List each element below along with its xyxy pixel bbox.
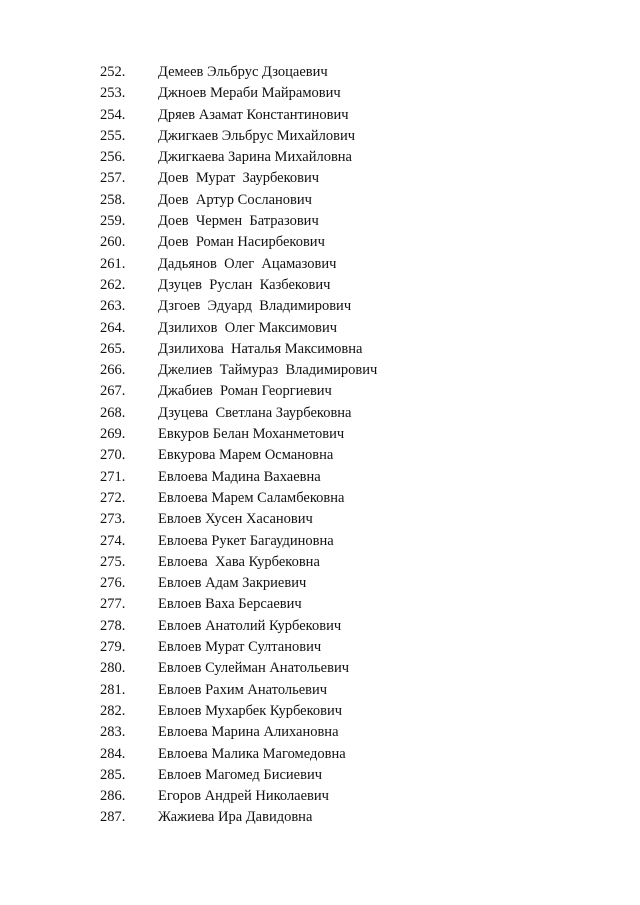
list-item [100,147,600,168]
entry-number: 253. [100,85,126,102]
entry-number: 262. [100,276,126,293]
entry-name: Егоров Андрей Николаевич [158,788,329,805]
entry-number: 263. [100,298,126,315]
entry-name: Дзуцева Светлана Заурбековна [158,404,352,421]
list-item [100,126,600,147]
entry-number: 255. [100,127,126,144]
list-item [100,467,600,488]
list-item [100,594,600,615]
entry-name: Евлоев Анатолий Курбекович [158,617,342,634]
entry-name: Евлоев Мухарбек Курбекович [158,702,343,719]
list-item [100,275,600,296]
entry-number: 278. [100,617,126,634]
list-item [100,360,600,381]
entry-number: 272. [100,489,126,506]
list-item [100,381,600,402]
entry-name: Евлоева Малика Магомедовна [158,745,346,762]
list-item [100,445,600,466]
entry-name: Евкуров Белан Моханметович [158,426,345,443]
list-item [100,296,600,317]
entry-number: 266. [100,362,126,379]
entry-name: Евлоев Мурат Султанович [158,639,322,656]
list-item [100,318,600,339]
list-item [100,254,600,275]
entry-name: Евлоева Мадина Вахаевна [158,468,321,485]
entry-name: Дадьянов Олег Ацамазович [158,255,337,272]
entry-name: Евлоев Магомед Бисиевич [158,766,323,783]
entry-number: 254. [100,106,126,123]
list-item [100,807,600,828]
list-item [100,168,600,189]
entry-number: 284. [100,745,126,762]
list-item [100,701,600,722]
entry-number: 286. [100,788,126,805]
list-item [100,573,600,594]
list-item [100,488,600,509]
entry-name: Дзилихова Наталья Максимовна [158,340,363,357]
entry-name: Евлоева Хава Курбековна [158,553,320,570]
entry-name: Джелиев Таймураз Владимирович [158,362,378,379]
list-item [100,658,600,679]
list-item [100,765,600,786]
entry-name: Евлоев Рахим Анатольевич [158,681,328,698]
entry-name: Доев Артур Сосланович [158,191,312,208]
entry-name: Евлоева Марина Алихановна [158,724,339,741]
entry-number: 281. [100,681,126,698]
entry-number: 277. [100,596,126,613]
entry-number: 268. [100,404,126,421]
entry-name: Евкурова Марем Османовна [158,447,334,464]
entry-number: 282. [100,702,126,719]
entry-name: Дзилихов Олег Максимович [158,319,338,336]
list-item [100,552,600,573]
list-item [100,211,600,232]
list-item [100,232,600,253]
entry-number: 259. [100,213,126,230]
list-item [100,680,600,701]
name-list [100,62,600,829]
list-item [100,62,600,83]
entry-number: 275. [100,553,126,570]
entry-name: Дзгоев Эдуард Владимирович [158,298,352,315]
entry-name: Дзуцев Руслан Казбекович [158,276,331,293]
entry-name: Евлоев Адам Закриевич [158,575,307,592]
entry-number: 264. [100,319,126,336]
entry-number: 270. [100,447,126,464]
entry-name: Дряев Азамат Константинович [158,106,349,123]
list-item [100,722,600,743]
list-item [100,424,600,445]
list-item [100,744,600,765]
entry-name: Демеев Эльбрус Дзоцаевич [158,64,328,80]
list-item [100,509,600,530]
entry-number: 273. [100,511,126,528]
entry-name: Джабиев Роман Георгиевич [158,383,332,400]
list-item [100,786,600,807]
list-item [100,637,600,658]
entry-number: 283. [100,724,126,741]
entry-number: 252. [100,64,126,80]
entry-number: 257. [100,170,126,187]
list-item [100,616,600,637]
list-item [100,190,600,211]
entry-number: 256. [100,149,126,166]
list-item [100,339,600,360]
entry-number: 276. [100,575,126,592]
entry-number: 287. [100,809,126,826]
entry-name: Джигкаев Эльбрус Михайлович [158,127,356,144]
entry-name: Евлоев Сулейман Анатольевич [158,660,350,677]
entry-name: Евлоев Хусен Хасанович [158,511,313,528]
entry-name: Жажиева Ира Давидовна [158,809,313,826]
entry-name: Евлоева Рукет Багаудиновна [158,532,334,549]
entry-number: 258. [100,191,126,208]
entry-number: 261. [100,255,126,272]
entry-number: 267. [100,383,126,400]
entry-name: Евлоева Марем Саламбековна [158,489,345,506]
entry-number: 271. [100,468,126,485]
entry-name: Джигкаева Зарина Михайловна [158,149,352,166]
list-item [100,83,600,104]
entry-number: 280. [100,660,126,677]
entry-name: Доев Роман Насирбекович [158,234,325,251]
entry-number: 279. [100,639,126,656]
entry-number: 260. [100,234,126,251]
entry-number: 265. [100,340,126,357]
entry-name: Доев Мурат Заурбекович [158,170,320,187]
list-item [100,531,600,552]
entry-number: 269. [100,426,126,443]
entry-name: Евлоев Ваха Берсаевич [158,596,302,613]
entry-number: 285. [100,766,126,783]
entry-name: Доев Чермен Батразович [158,213,319,230]
entry-name: Джноев Мераби Майрамович [158,85,341,102]
list-item [100,403,600,424]
entry-number: 274. [100,532,126,549]
list-item [100,105,600,126]
